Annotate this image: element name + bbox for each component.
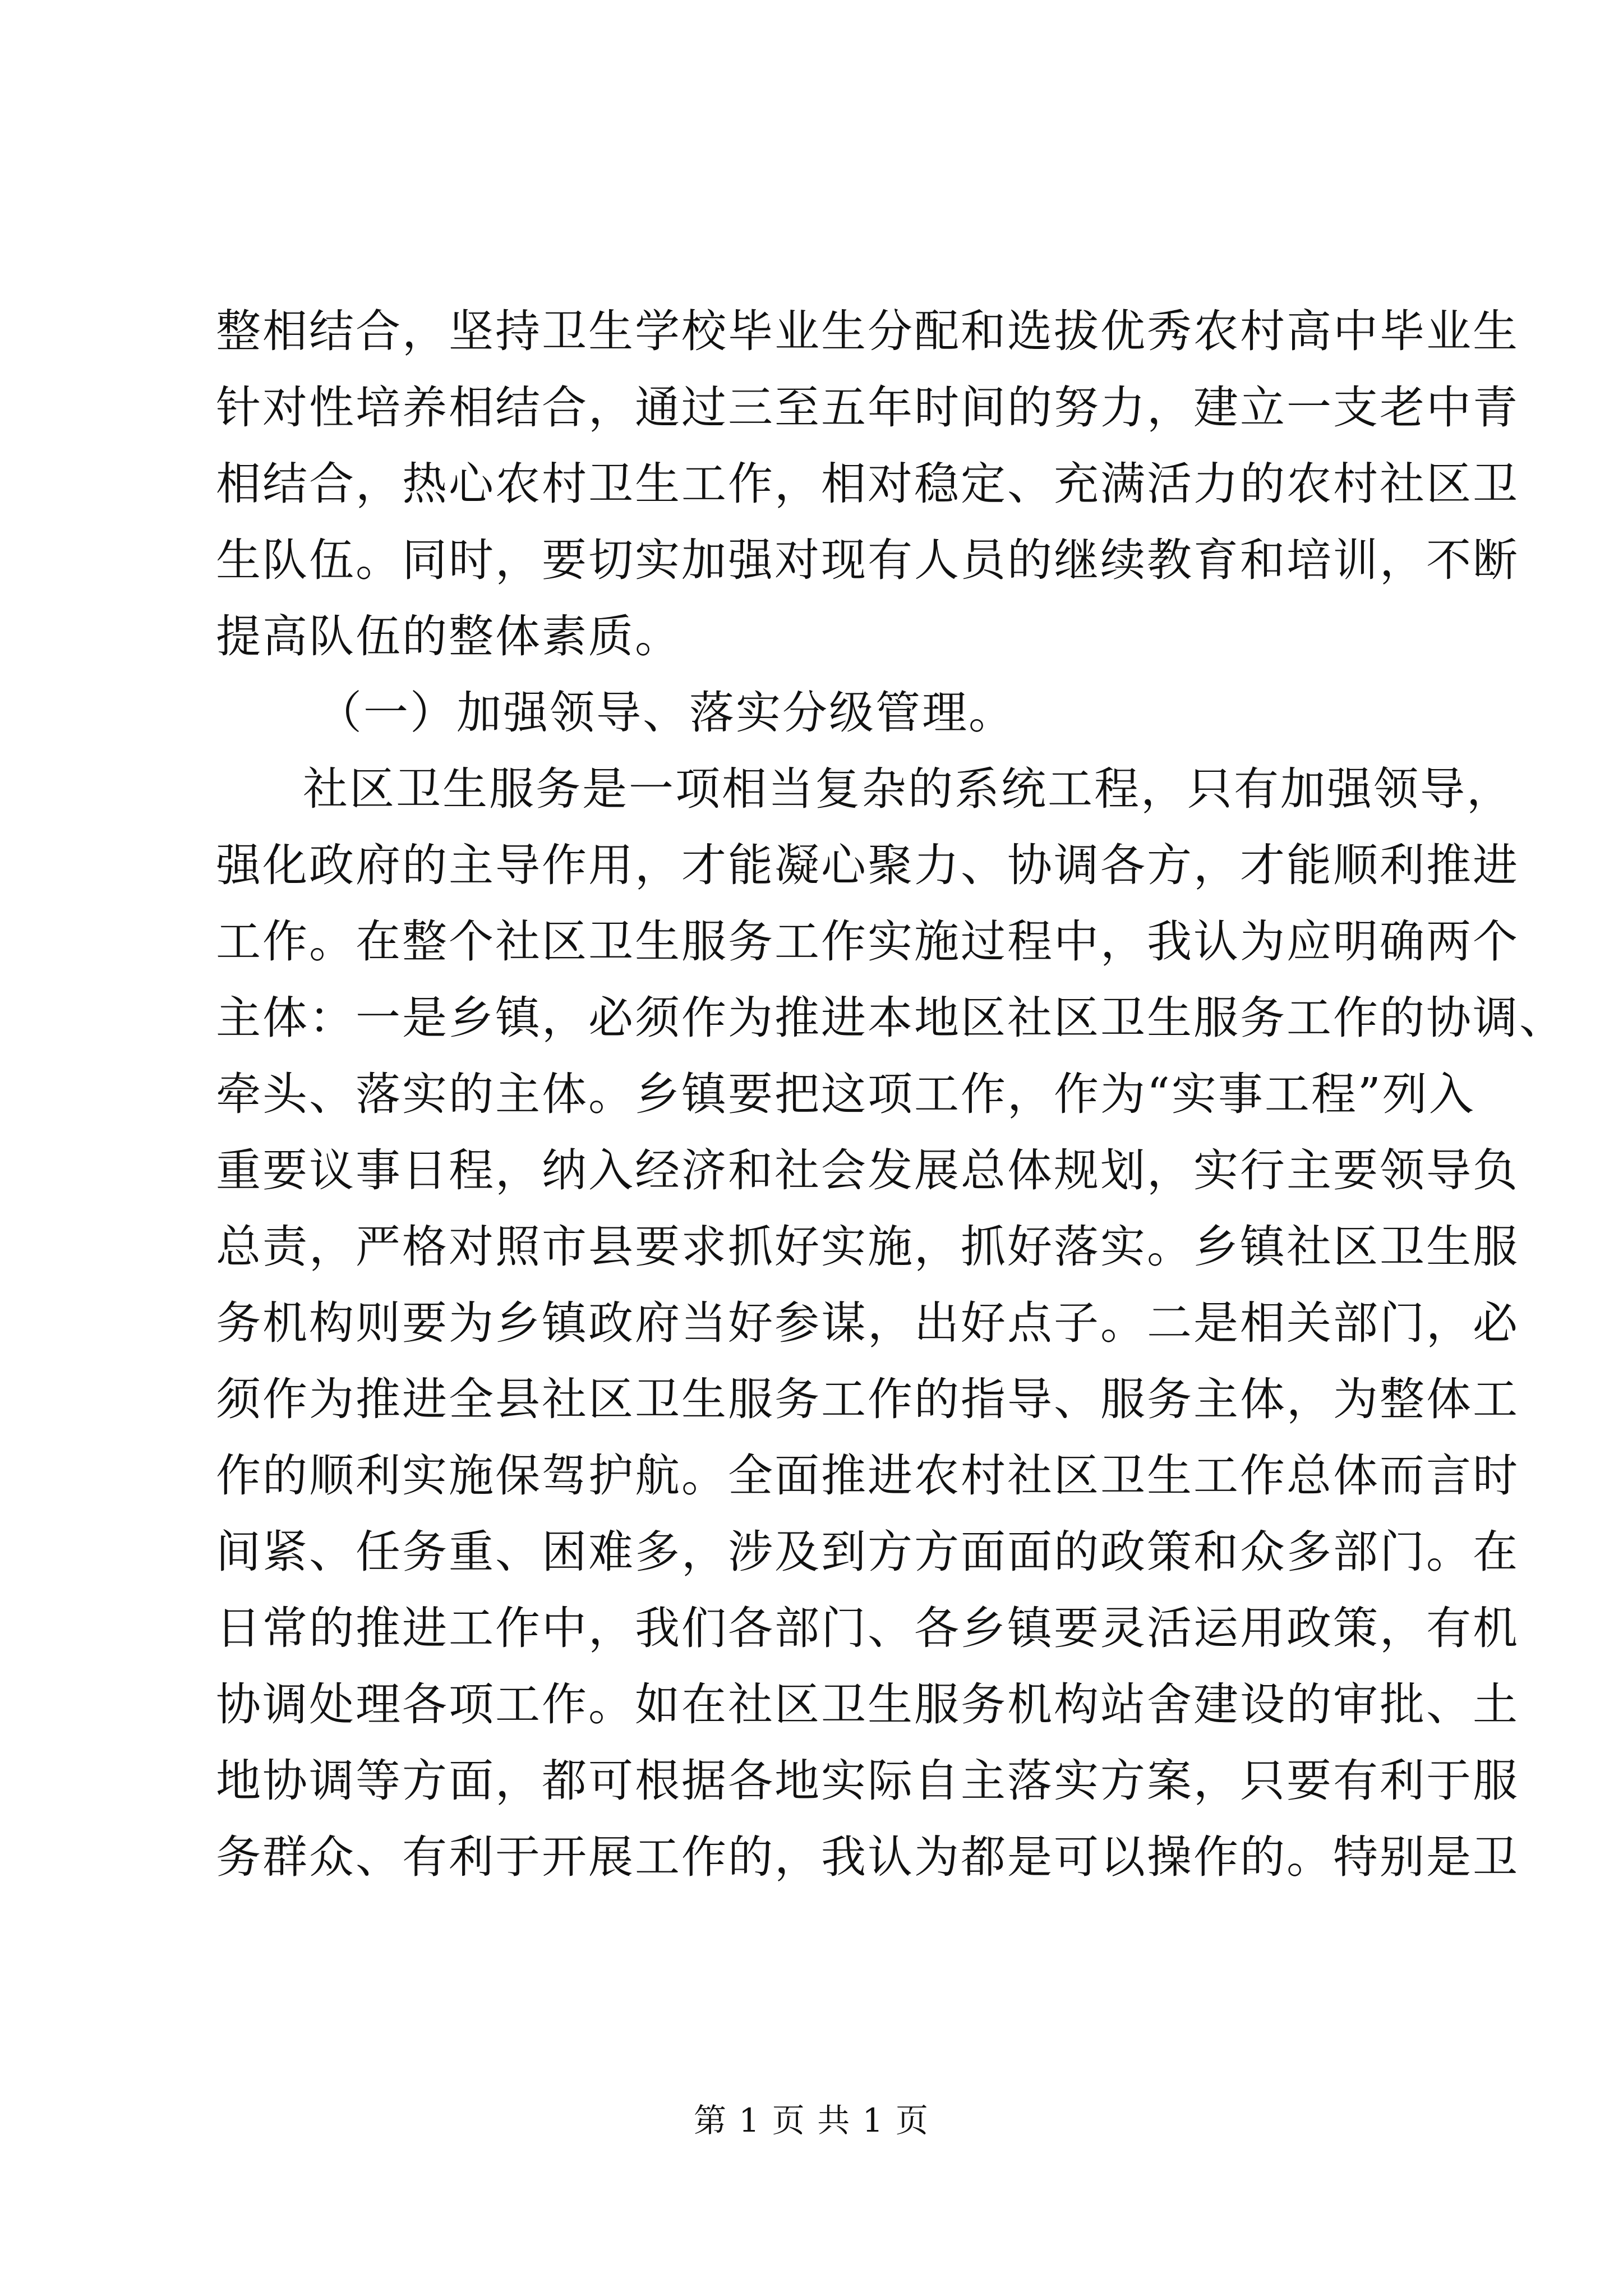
body-line: 地协调等方面，都可根据各地实际自主落实方案，只要有利于服 xyxy=(216,1755,1519,1807)
body-line: 针对性培养相结合，通过三至五年时间的努力，建立一支老中青 xyxy=(216,381,1519,434)
body-line: 须作为推进全县社区卫生服务工作的指导、服务主体，为整体工 xyxy=(216,1373,1519,1425)
body-line: 务群众、有利于开展工作的，我认为都是可以操作的。特别是卫 xyxy=(216,1831,1519,1883)
body-line: 强化政府的主导作用，才能凝心聚力、协调各方，才能顺利推进 xyxy=(216,839,1519,891)
page-number-footer: 第 1 页 共 1 页 xyxy=(694,2101,929,2139)
body-line: 日常的推进工作中，我们各部门、各乡镇要灵活运用政策，有机 xyxy=(216,1602,1519,1654)
paragraph-start-line: 社区卫生服务是一项相当复杂的系统工程，只有加强领导， xyxy=(303,763,1513,815)
body-line: 协调处理各项工作。如在社区卫生服务机构站舍建设的审批、土 xyxy=(216,1678,1519,1731)
body-line: 牵头、落实的主体。乡镇要把这项工作，作为“实事工程”列入 xyxy=(216,1068,1476,1120)
document-body xyxy=(216,293,1566,1895)
body-line: 工作。在整个社区卫生服务工作实施过程中，我认为应明确两个 xyxy=(216,915,1519,968)
body-line: 生队伍。同时，要切实加强对现有人员的继续教育和培训，不断 xyxy=(216,534,1519,586)
body-line: 作的顺利实施保驾护航。全面推进农村社区卫生工作总体而言时 xyxy=(216,1450,1519,1502)
section-heading: （一）加强领导、落实分级管理。 xyxy=(317,687,1015,739)
body-line: 提高队伍的整体素质。 xyxy=(216,610,681,662)
body-line: 总责，严格对照市县要求抓好实施，抓好落实。乡镇社区卫生服 xyxy=(216,1221,1519,1273)
body-line: 间紧、任务重、困难多，涉及到方方面面的政策和众多部门。在 xyxy=(216,1526,1519,1578)
body-line: 整相结合，坚持卫生学校毕业生分配和选拔优秀农村高中毕业生 xyxy=(216,305,1519,357)
body-line: 主体：一是乡镇，必须作为推进本地区社区卫生服务工作的协调、 xyxy=(216,992,1566,1044)
body-line: 务机构则要为乡镇政府当好参谋，出好点子。二是相关部门，必 xyxy=(216,1297,1519,1349)
body-line: 相结合，热心农村卫生工作，相对稳定、充满活力的农村社区卫 xyxy=(216,458,1519,510)
body-line: 重要议事日程，纳入经济和社会发展总体规划，实行主要领导负 xyxy=(216,1144,1519,1197)
